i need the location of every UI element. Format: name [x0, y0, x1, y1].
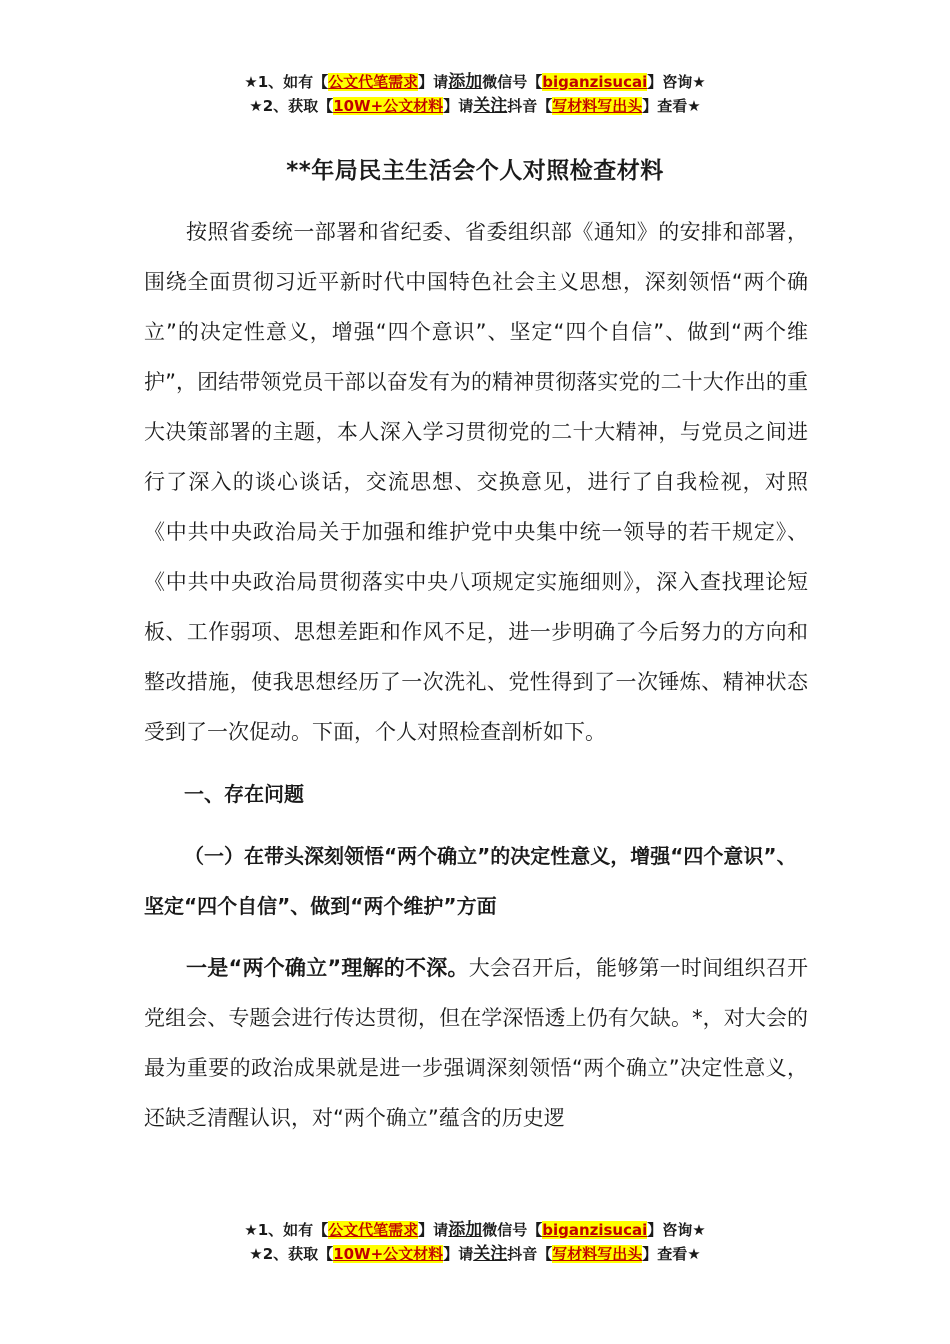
point-text: 大会召开后，能够第一时间组织召开党组会、专题会进行传达贯彻，但在学深悟透上仍有欠缺。*，对大会的最为重要的政治成果就是进一步强调深刻领悟“两个确立”决定性意义，还缺乏清醒认识，对“两个确立”蕴含的历史逻	[144, 956, 808, 1130]
promo-text: 】请	[443, 97, 474, 115]
document-title: **年局民主生活会个人对照检查材料	[286, 158, 664, 184]
promo-line-1	[0, 1218, 950, 1242]
header-promo-banner	[0, 70, 950, 118]
promo-text: ★1、如有【	[244, 1221, 329, 1239]
promo-line-1	[0, 70, 950, 94]
promo-text: 微信号【	[482, 1221, 543, 1239]
promo-highlight: biganzisucai	[542, 1221, 648, 1239]
promo-text: 】请	[418, 1221, 449, 1239]
promo-text: 】请	[443, 1245, 474, 1263]
promo-text: ★2、获取【	[249, 97, 334, 115]
promo-text: 抖音【	[507, 1245, 553, 1263]
promo-highlight: 10W+公文材料	[333, 1245, 444, 1263]
point-paragraph	[144, 943, 808, 1143]
section-heading: 一、存在问题	[184, 782, 304, 806]
promo-emphasis: 关注	[473, 1244, 508, 1264]
promo-text: 微信号【	[482, 73, 543, 91]
promo-highlight: 公文代笔需求	[328, 1221, 419, 1239]
promo-text: 】查看★	[642, 1245, 701, 1263]
promo-highlight: 10W+公文材料	[333, 97, 444, 115]
promo-line-2	[0, 1242, 950, 1266]
promo-highlight: 写材料写出头	[552, 1245, 643, 1263]
promo-highlight: biganzisucai	[542, 73, 648, 91]
promo-text: ★2、获取【	[249, 1245, 334, 1263]
promo-line-2	[0, 94, 950, 118]
promo-text: 抖音【	[507, 97, 553, 115]
promo-text: 】咨询★	[647, 1221, 706, 1239]
point-lead: 一是“两个确立”理解的不深。	[186, 956, 469, 980]
promo-emphasis: 添加	[448, 1220, 483, 1240]
promo-text: 】查看★	[642, 97, 701, 115]
promo-highlight: 公文代笔需求	[328, 73, 419, 91]
promo-text: 】请	[418, 73, 449, 91]
promo-text: ★1、如有【	[244, 73, 329, 91]
footer-promo-banner	[0, 1218, 950, 1266]
promo-highlight: 写材料写出头	[552, 97, 643, 115]
promo-emphasis: 关注	[473, 96, 508, 116]
document-body	[144, 207, 808, 1143]
promo-emphasis: 添加	[448, 72, 483, 92]
intro-paragraph: 按照省委统一部署和省纪委、省委组织部《通知》的安排和部署，围绕全面贯彻习近平新时代中国特色社会主义思想，深刻领悟“两个确立”的决定性意义，增强“四个意识”、坚定“四个自信”、做到“两个维护”，团结带领党员干部以奋发有为的精神贯彻落实党的二十大作出的重大决策部署的主题，本人深入学习贯彻党的二十大精神，与党员之间进行了深入的谈心谈话，交流思想、交换意见，进行了自我检视，对照《中共中央政治局关于加强和维护党中央集中统一领导的若干规定》、《中共中央政治局贯彻落实中央八项规定实施细则》，深入查找理论短板、工作弱项、思想差距和作风不足，进一步明确了今后努力的方向和整改措施，使我思想经历了一次洗礼、党性得到了一次锤炼、精神状态受到了一次促动。下面，个人对照检查剖析如下。	[144, 220, 808, 744]
subsection-heading: （一）在带头深刻领悟“两个确立”的决定性意义，增强“四个意识”、坚定“四个自信”、做到“两个维护”方面	[144, 844, 797, 918]
promo-text: 】咨询★	[647, 73, 706, 91]
